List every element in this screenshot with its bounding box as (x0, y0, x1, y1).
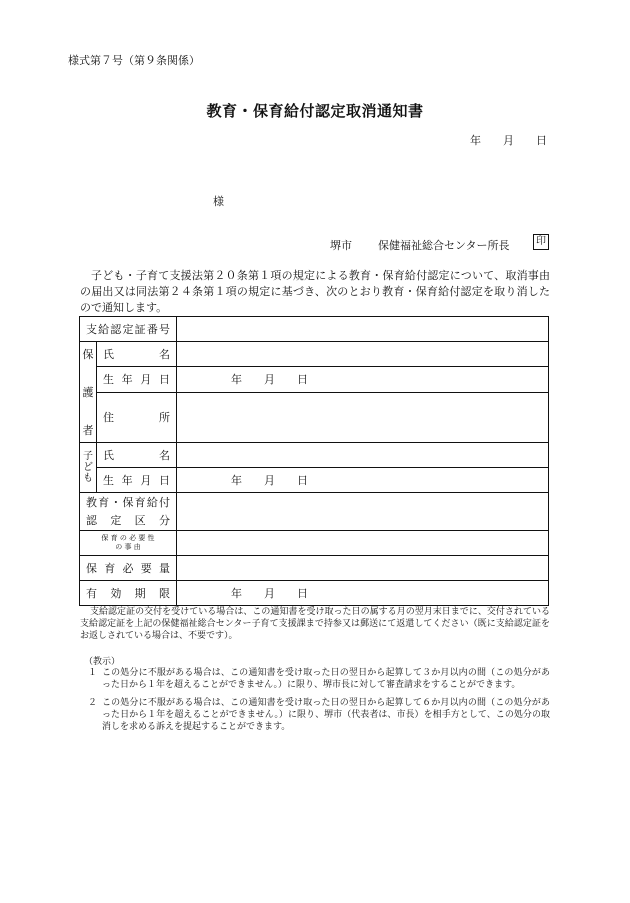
table-row (80, 531, 549, 556)
cert-number-value (177, 317, 549, 342)
guardian-address-label: 住 所 (97, 392, 177, 443)
child-side-char: 子 (83, 451, 93, 462)
document-title: 教育・保育給付認定取消通知書 (206, 102, 424, 120)
guardian-address-value (177, 392, 549, 443)
table-row (80, 493, 549, 531)
table-row (80, 342, 549, 367)
instruction-heading: （教示） (84, 657, 121, 667)
table-row (80, 581, 549, 606)
table-row (80, 556, 549, 581)
table-row (80, 392, 549, 443)
instruction-item (88, 697, 550, 733)
validity-label: 有効期限 (80, 581, 177, 606)
category-label-line1: 教育・保育給付 (86, 495, 170, 509)
guardian-name-value (177, 342, 549, 367)
category-label-line2: 認定区分 (86, 513, 170, 527)
child-side-char: も (83, 473, 93, 484)
intro-paragraph: 子ども・子育て支援法第２０条第１項の規定による教育・保育給付認定について、取消事由の届出又は同法第２４条第１項の規定に基づき、次のとおり教育・保育給付認定を取り消したので通知します。 (80, 269, 550, 314)
reason-label-line2: の 事 由 (115, 543, 141, 551)
validity-value: 年 月 日 (177, 581, 549, 606)
guardian-birth-value: 年 月 日 (177, 367, 549, 392)
return-note: 支給認定証の交付を受けている場合は、この通知書を受け取った日の属する月の翌月末日までに、交付されている支給認定証を上記の保健福祉総合センター子育て支援課まで持参又は郵送にて返還してください（既に支給認定証をお返しされている場合は、不要です）。 (80, 607, 550, 641)
guardian-birth-label: 生年月日 (97, 367, 177, 392)
form-number: 様式第７号（第９条関係） (68, 54, 200, 67)
issue-date: 年 月 日 (470, 134, 547, 147)
need-label: 保育必要量 (80, 556, 177, 581)
child-birth-value: 年 月 日 (177, 468, 549, 493)
child-side-char: ど (83, 462, 93, 473)
instruction-text: この処分に不服がある場合は、この通知書を受け取った日の翌日から起算して６か月以内の間（この処分があった日から１年を超えることができません。）に限り、堺市（代表者は、市長）を相手方として、この処分の取消しを求める訴えを提起することができます。 (102, 698, 550, 732)
reason-label (80, 531, 177, 556)
seal-mark: 印 (533, 234, 549, 250)
category-label (80, 493, 177, 531)
instruction-number: ２ (88, 698, 98, 708)
reason-label-line1: 保 育 の 必 要 性 (101, 534, 155, 542)
table-row (80, 317, 549, 342)
cert-number-label: 支給認定証番号 (80, 317, 177, 342)
guardian-side-char: 者 (82, 424, 94, 437)
reason-value (177, 531, 549, 556)
need-value (177, 556, 549, 581)
child-name-value (177, 443, 549, 468)
instruction-text: この処分に不服がある場合は、この通知書を受け取った日の翌日から起算して３か月以内の間（この処分があった日から１年を超えることができません。）に限り、堺市長に対して審査請求をすることができます。 (102, 668, 550, 690)
child-name-label: 氏 名 (97, 443, 177, 468)
instruction-number: １ (88, 668, 98, 678)
issuer-city: 堺市 (330, 239, 352, 252)
child-side-label (80, 443, 97, 493)
issuer-name: 保健福祉総合センター所長 (378, 239, 510, 252)
child-birth-label: 生年月日 (97, 468, 177, 493)
guardian-side-char: 護 (82, 386, 94, 399)
certification-table (79, 316, 549, 606)
table-row (80, 367, 549, 392)
guardian-side-label (80, 342, 97, 443)
recipient-suffix: 様 (213, 195, 224, 208)
instruction-item (88, 667, 550, 691)
guardian-side-char: 保 (82, 348, 94, 361)
category-value (177, 493, 549, 531)
table-row (80, 443, 549, 468)
table-row (80, 468, 549, 493)
guardian-name-label: 氏 名 (97, 342, 177, 367)
